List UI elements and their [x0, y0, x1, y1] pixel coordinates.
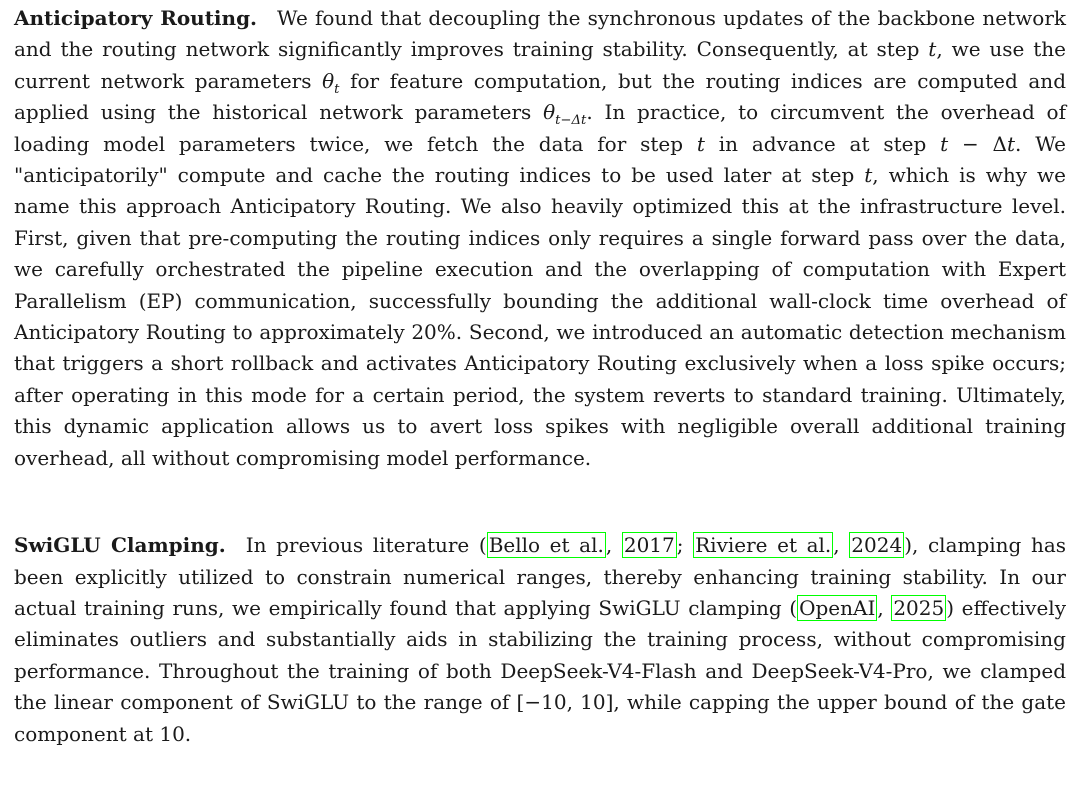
text-run: , which is why we name this approach Anticipatory Routing. We also heavily optimized this at the infrastructure level. First, given that pre-computing the routing indices only requires a single forward pass over the data, we carefully orchestrated the pipeline execution and the overlapping of computation with Expert Parallelism (EP) communication, successfully bounding the additional wall-clock time overhead of Anticipatory Routing to approximately 20%. Second, we introduced an automatic detection mechanism that triggers a short rollback and activates Anticipatory Routing exclusively when a loss spike occurs; after operating in this mode for a certain period, the system reverts to standard training. Ultimately, this dynamic application allows us to avert loss spikes with negligible overall additional training overhead, all without compromising model performance.	[14, 163, 1066, 470]
citation-link[interactable]: 2017	[623, 533, 675, 558]
text-run: for feature computation, but the routing indices are computed and applied using the historical network parameters	[14, 68, 1066, 125]
text-run: ;	[676, 533, 694, 558]
math-variable: θ	[543, 100, 556, 125]
text-run: . In practice, to circumvent the overhead of loading model parameters twice, we fetch the data for step	[14, 100, 1067, 156]
math-variable: t	[1007, 131, 1016, 156]
math-variable: t	[696, 131, 705, 156]
text-run: ,	[833, 533, 850, 558]
math-subscript: t−Δt	[555, 113, 587, 129]
citation-link[interactable]: 2025	[893, 595, 945, 620]
text-run: , we use the current network parameters	[14, 37, 1066, 93]
math-variable: t	[940, 131, 949, 156]
math-subscript: t	[334, 81, 340, 97]
citation-link[interactable]: Riviere et al.	[695, 533, 832, 558]
text-run: In previous literature (	[225, 533, 487, 558]
math-variable: θ	[322, 68, 335, 93]
math-variable: t	[864, 163, 873, 188]
text-run: − Δ	[948, 131, 1007, 156]
paragraph-lead: Anticipatory Routing.	[14, 6, 258, 30]
text-run: in advance at step	[704, 131, 941, 156]
paragraph-anticipatory-routing	[14, 3, 1066, 474]
citation-link[interactable]: OpenAI	[799, 595, 876, 620]
math-variable: t	[928, 37, 937, 62]
text-run: ), clamping has been explicitly utilized to constrain numerical ranges, thereby enhancing training stability. In our actual training runs, we empirically found that applying SwiGLU clamping (	[14, 533, 1067, 620]
citation-link[interactable]: Bello et al.	[488, 533, 604, 558]
text-run: ,	[605, 533, 622, 558]
text-run: We found that decoupling the synchronous updates of the backbone network and the routing network significantly improves training stability. Consequently, at step	[14, 6, 1067, 62]
text-run: ) effectively eliminates outliers and substantially aids in stabilizing the training process, without compromising performance. Throughout the training of both DeepSeek-V4-Flash and DeepSeek-V4-Pro, we clamped the linear component of SwiGLU to the range of [−10, 10], while capping the upper bound of the gate component at 10.	[14, 595, 1066, 746]
text-run: . We "anticipatorily" compute and cache the routing indices to be used later at step	[14, 131, 1066, 188]
paragraph-lead: SwiGLU Clamping.	[14, 533, 226, 558]
text-run: ,	[877, 595, 892, 620]
paragraph-swiglu-clamping	[14, 530, 1066, 750]
citation-link[interactable]: 2024	[851, 533, 903, 558]
